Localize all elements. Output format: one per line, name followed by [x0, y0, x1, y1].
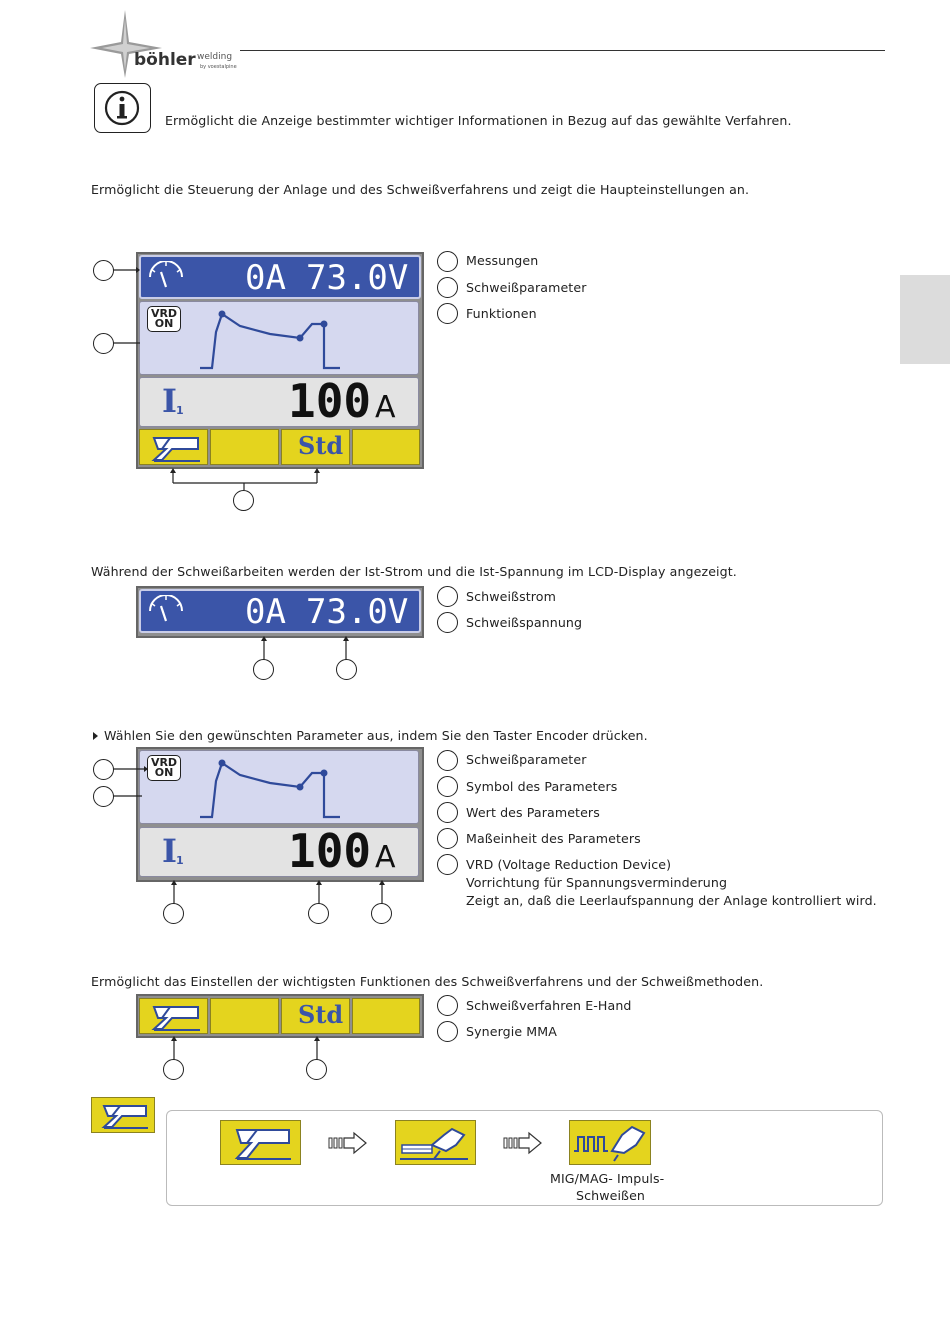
side-tab [900, 275, 950, 364]
function-keys-display [136, 994, 424, 1038]
legend-circle [437, 750, 458, 771]
param-symbol: I [162, 382, 177, 420]
mig-caption-line2: Schweißen [576, 1188, 646, 1203]
welding-curve-graphic [140, 751, 418, 823]
voltage-readout: 73.0V [306, 258, 409, 298]
section3-intro: Wählen Sie den gewünschten Parameter aus, indem Sie den Taster Encoder drücken. [104, 728, 648, 743]
param-value: 100 [288, 374, 372, 428]
brand-logo [90, 8, 240, 78]
measure-bar [139, 255, 421, 299]
param-symbol: I [162, 832, 177, 870]
legend-vrd-line2: Vorrichtung für Spannungsverminderung [466, 875, 728, 890]
callout-circle [93, 786, 114, 807]
param-panel [139, 374, 419, 428]
legend-schweissparameter: Schweißparameter [466, 280, 587, 295]
callout-circle [163, 1059, 184, 1080]
legend-symbol: Symbol des Parameters [466, 779, 618, 794]
legend-schweissstrom: Schweißstrom [466, 589, 556, 604]
current-readout: 0A [245, 258, 286, 298]
electrode-holder-icon [140, 999, 206, 1033]
legend-circle [437, 995, 458, 1016]
curve-panel [139, 301, 419, 375]
legend-funktionen: Funktionen [466, 306, 537, 321]
header-rule [240, 50, 885, 51]
key-empty-2[interactable] [352, 429, 420, 465]
info-icon-box [94, 83, 151, 133]
callout-circle [93, 260, 114, 281]
legend-vrd-line3: Zeigt an, daß die Leerlaufspannung der Anlage kontrolliert wird. [466, 893, 877, 908]
electrode-holder-icon [221, 1121, 299, 1163]
legend-e-hand: Schweißverfahren E-Hand [466, 998, 632, 1013]
measure-bar [139, 589, 421, 633]
current-readout: 0A [245, 592, 286, 632]
callout-circle [306, 1059, 327, 1080]
voltage-readout: 73.0V [306, 592, 409, 632]
section4-arrows [165, 1036, 335, 1062]
legend-synergie: Synergie MMA [466, 1024, 557, 1039]
callout-circle [253, 659, 274, 680]
param-panel [139, 824, 419, 878]
process-mma-key[interactable] [220, 1120, 301, 1165]
callout-circle [93, 759, 114, 780]
bullet-triangle-icon [92, 731, 100, 741]
arrow-right-icon [503, 1131, 543, 1155]
callout-circle [336, 659, 357, 680]
section2-arrows [255, 636, 355, 662]
callout-circle [308, 903, 329, 924]
legend-messungen: Messungen [466, 253, 539, 268]
callout-circle [233, 490, 254, 511]
legend-circle [437, 612, 458, 633]
legend-vrd: VRD (Voltage Reduction Device) [466, 857, 672, 872]
legend-circle [437, 854, 458, 875]
callout-circle [371, 903, 392, 924]
section4-intro: Ermöglicht das Einstellen der wichtigsten Funktionen des Schweißverfahrens und der Schweißmethoden. [91, 974, 764, 989]
brand-by: by voestalpine [200, 64, 237, 70]
brand-name: böhler [134, 50, 196, 70]
legend-circle [437, 776, 458, 797]
key-empty-1[interactable] [210, 429, 279, 465]
process-mig-pulse-key[interactable] [569, 1120, 651, 1165]
mig-pulse-icon [570, 1121, 650, 1163]
measure-display [136, 586, 424, 638]
callout-circle [163, 903, 184, 924]
legend-schweissspannung: Schweißspannung [466, 615, 583, 630]
callout-circle [93, 333, 114, 354]
info-text: Ermöglicht die Anzeige bestimmter wichtiger Informationen in Bezug auf das gewählte Verfahren. [165, 113, 792, 128]
electrode-holder-icon [140, 430, 206, 464]
vrd-badge: VRD ON [147, 755, 181, 781]
param-unit: A [375, 840, 396, 875]
key-process[interactable] [139, 998, 208, 1034]
std-label: Std [298, 1000, 344, 1029]
legend-unit: Maßeinheit des Parameters [466, 831, 641, 846]
legend-circle [437, 277, 458, 298]
brand-sub: welding [197, 52, 233, 62]
curve-panel [139, 750, 419, 824]
legend-circle [437, 828, 458, 849]
process-key-small[interactable] [91, 1097, 155, 1133]
section2-intro: Während der Schweißarbeiten werden der Ist-Strom und die Ist-Spannung im LCD-Display angezeigt. [91, 564, 737, 579]
process-tig-key[interactable] [395, 1120, 476, 1165]
info-icon [95, 84, 149, 131]
legend-circle [437, 251, 458, 272]
std-label: Std [298, 431, 344, 460]
legend-circle [437, 303, 458, 324]
key-empty-1[interactable] [210, 998, 279, 1034]
key-std[interactable] [281, 998, 350, 1034]
key-process[interactable] [139, 429, 208, 465]
legend-circle [437, 1021, 458, 1042]
param-subscript: 1 [176, 404, 184, 417]
section3-bottom-arrows [165, 880, 395, 906]
meter-icon [145, 595, 187, 625]
section1-intro: Ermöglicht die Steuerung der Anlage und des Schweißverfahrens und zeigt die Haupteinstellungen an. [91, 182, 750, 197]
welding-curve-graphic [140, 302, 418, 374]
legend-circle [437, 586, 458, 607]
legend-param: Schweißparameter [466, 752, 587, 767]
legend-value: Wert des Parameters [466, 805, 600, 820]
meter-icon [145, 261, 187, 291]
main-display [136, 252, 424, 469]
electrode-holder-icon [92, 1098, 154, 1132]
param-display [136, 747, 424, 882]
arrow-right-icon [328, 1131, 368, 1155]
vrd-badge: VRD ON [147, 306, 181, 332]
key-empty-2[interactable] [352, 998, 420, 1034]
mig-caption-line1: MIG/MAG- Impuls- [550, 1171, 665, 1186]
tig-torch-icon [396, 1121, 474, 1163]
param-subscript: 1 [176, 854, 184, 867]
key-std[interactable] [281, 429, 350, 465]
legend-circle [437, 802, 458, 823]
param-unit: A [375, 390, 396, 425]
section3-left-arrows [80, 758, 150, 808]
param-value: 100 [288, 824, 372, 878]
